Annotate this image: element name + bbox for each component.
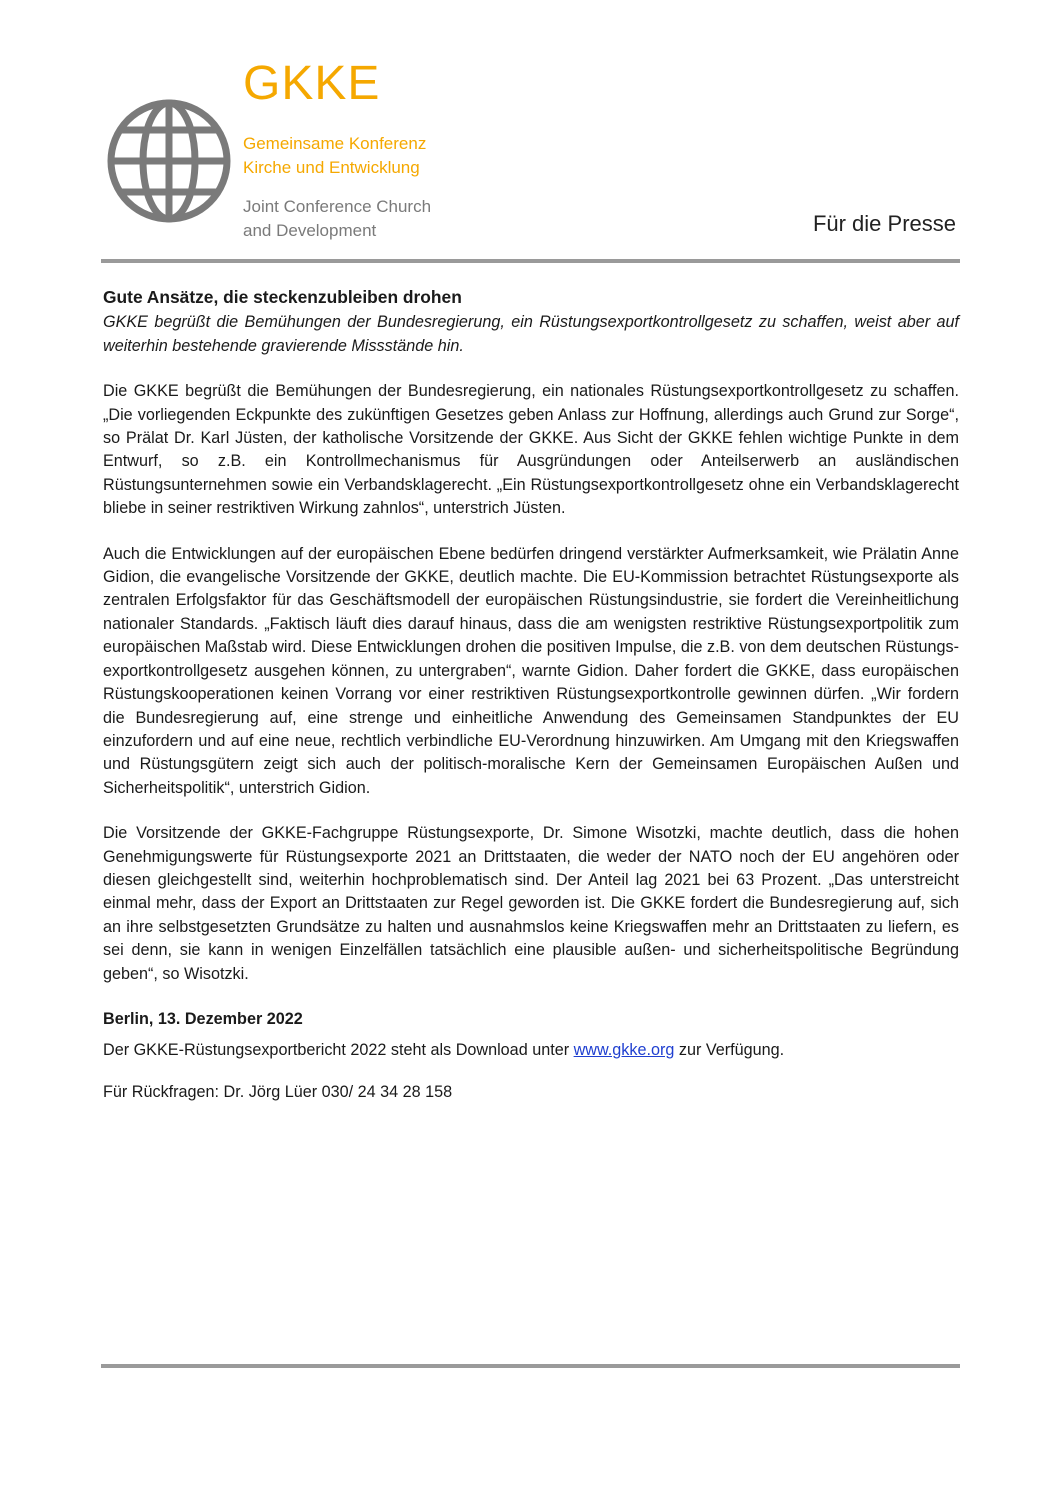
brand-name-english-line1: Joint Conference Church <box>243 197 432 216</box>
press-label: Für die Presse <box>812 211 956 236</box>
brand-name-english-line2: and Development <box>243 221 377 240</box>
globe-icon <box>104 96 234 226</box>
download-note <box>103 1039 959 1062</box>
download-text-before: Der GKKE-Rüstungsexportbericht 2022 steht als Download unter <box>103 1041 574 1060</box>
paragraph-2: Auch die Entwicklungen auf der europäischen Ebene bedürfen dringend verstärkter Aufmerksamkeit, wie Prälatin Anne Gidion, die evangelische Vorsitzende der GKKE, deutlich machte. Die EU-Kommission betrachtet Rüstungsexporte als zentralen Erfolgsfaktor für das Geschäftsmodell der europäischen Rüstungsindustrie, sie fordert die Vereinheitlichung nationaler Standards. „Faktisch läuft dies darauf hinaus, dass die am wenigsten restriktive Rüstungsexportpolitik zum europäischen Maßstab wird. Diese Entwicklungen drohen die positiven Impulse, die z.B. von dem deutschen Rüstungsexportkontrollgesetz ausgehen können, zu untergraben“, warnte Gidion. Daher fordert die GKKE, dass europäischen Rüstungskooperationen keinen Vorrang vor einer restriktiven Rüstungsexportkontrolle gewinnen dürfen. „Wir fordern die Bundesregierung auf, eine strenge und einheitliche Anwendung des Gemeinsamen Standpunktes der EU einzufordern und auf eine neue, rechtlich verbindliche EU-Verordnung hinzuwirken. Am Umgang mit den Kriegswaffen und Rüstungsgütern zeigt sich auch der politisch-moralische Kern der Gemeinsamen Europäischen Außen und Sicherheitspolitik“, unterstrich Gidion. <box>103 544 959 797</box>
brand-title: GKKE <box>243 57 381 110</box>
website-link[interactable]: www.gkke.org <box>573 1041 675 1060</box>
press-release-body <box>103 286 959 1104</box>
brand-block <box>243 56 380 112</box>
paragraph-1: Die GKKE begrüßt die Bemühungen der Bundesregierung, ein nationales Rüstungsexportkontrollgesetz zu schaffen. „Die vorliegenden Eckpunkte des zukünftigen Gesetzes geben Anlass zur Hoffnung, allerdings auch Grund zur Sorge“, so Prälat Dr. Karl Jüsten, der katholische Vorsitzende der GKKE. Aus Sicht der GKKE fehlen wichtige Punkte in dem Entwurf, so z.B. ein Kontrollmechanismus für Ausgründungen oder Anteilserwerb an ausländischen Rüstungsunternehmen sowie ein Verbandsklagerecht. „Ein Rüstungsexportkontrollgesetz ohne ein Verbandsklagerecht bliebe in seiner restriktiven Wirkung zahnlos“, unterstrich Jüsten. <box>103 382 959 518</box>
dateline: Berlin, 13. Dezember 2022 <box>103 1009 303 1028</box>
brand-name-german-line1: Gemeinsame Konferenz <box>243 134 427 153</box>
contact-info: Für Rückfragen: Dr. Jörg Lüer 030/ 24 34 28 158 <box>103 1082 453 1101</box>
brand-name-german <box>243 132 543 180</box>
brand-name-german-line2: Kirche und Entwicklung <box>243 158 420 177</box>
footer-divider <box>101 1364 960 1368</box>
header-divider <box>101 259 960 263</box>
headline: Gute Ansätze, die steckenzubleiben drohen <box>103 287 462 307</box>
subtitle: GKKE begrüßt die Bemühungen der Bundesregierung, ein Rüstungsexportkontrollgesetz zu schaffen, weist aber auf weiterhin bestehende gravierende Missstände hin. <box>103 313 959 355</box>
download-text-after: zur Verfügung. <box>674 1041 785 1060</box>
paragraph-3: Die Vorsitzende der GKKE-Fachgruppe Rüstungsexporte, Dr. Simone Wisotzki, machte deutlich, dass die hohen Genehmigungswerte für Rüstungsexporte 2021 an Drittstaaten, die weder der NATO noch der EU angehören oder diesen gleichgestellt sind, weiterhin hochproblematisch sind. Der Anteil lag 2021 bei 63 Prozent. „Das unterstreicht einmal mehr, dass der Export an Drittstaaten zur Regel geworden ist. Die GKKE fordert die Bundesregierung auf, sich an ihre selbstgesetzten Grundsätze zu halten und ausnahmslos keine Kriegswaffen mehr an Drittstaaten zu liefern, es sei denn, sie kann in wenigen Einzelfällen tatsächlich eine plausible außen- und sicherheitspolitische Begründung geben“, so Wisotzki. <box>103 824 959 983</box>
brand-name-english <box>243 195 543 243</box>
